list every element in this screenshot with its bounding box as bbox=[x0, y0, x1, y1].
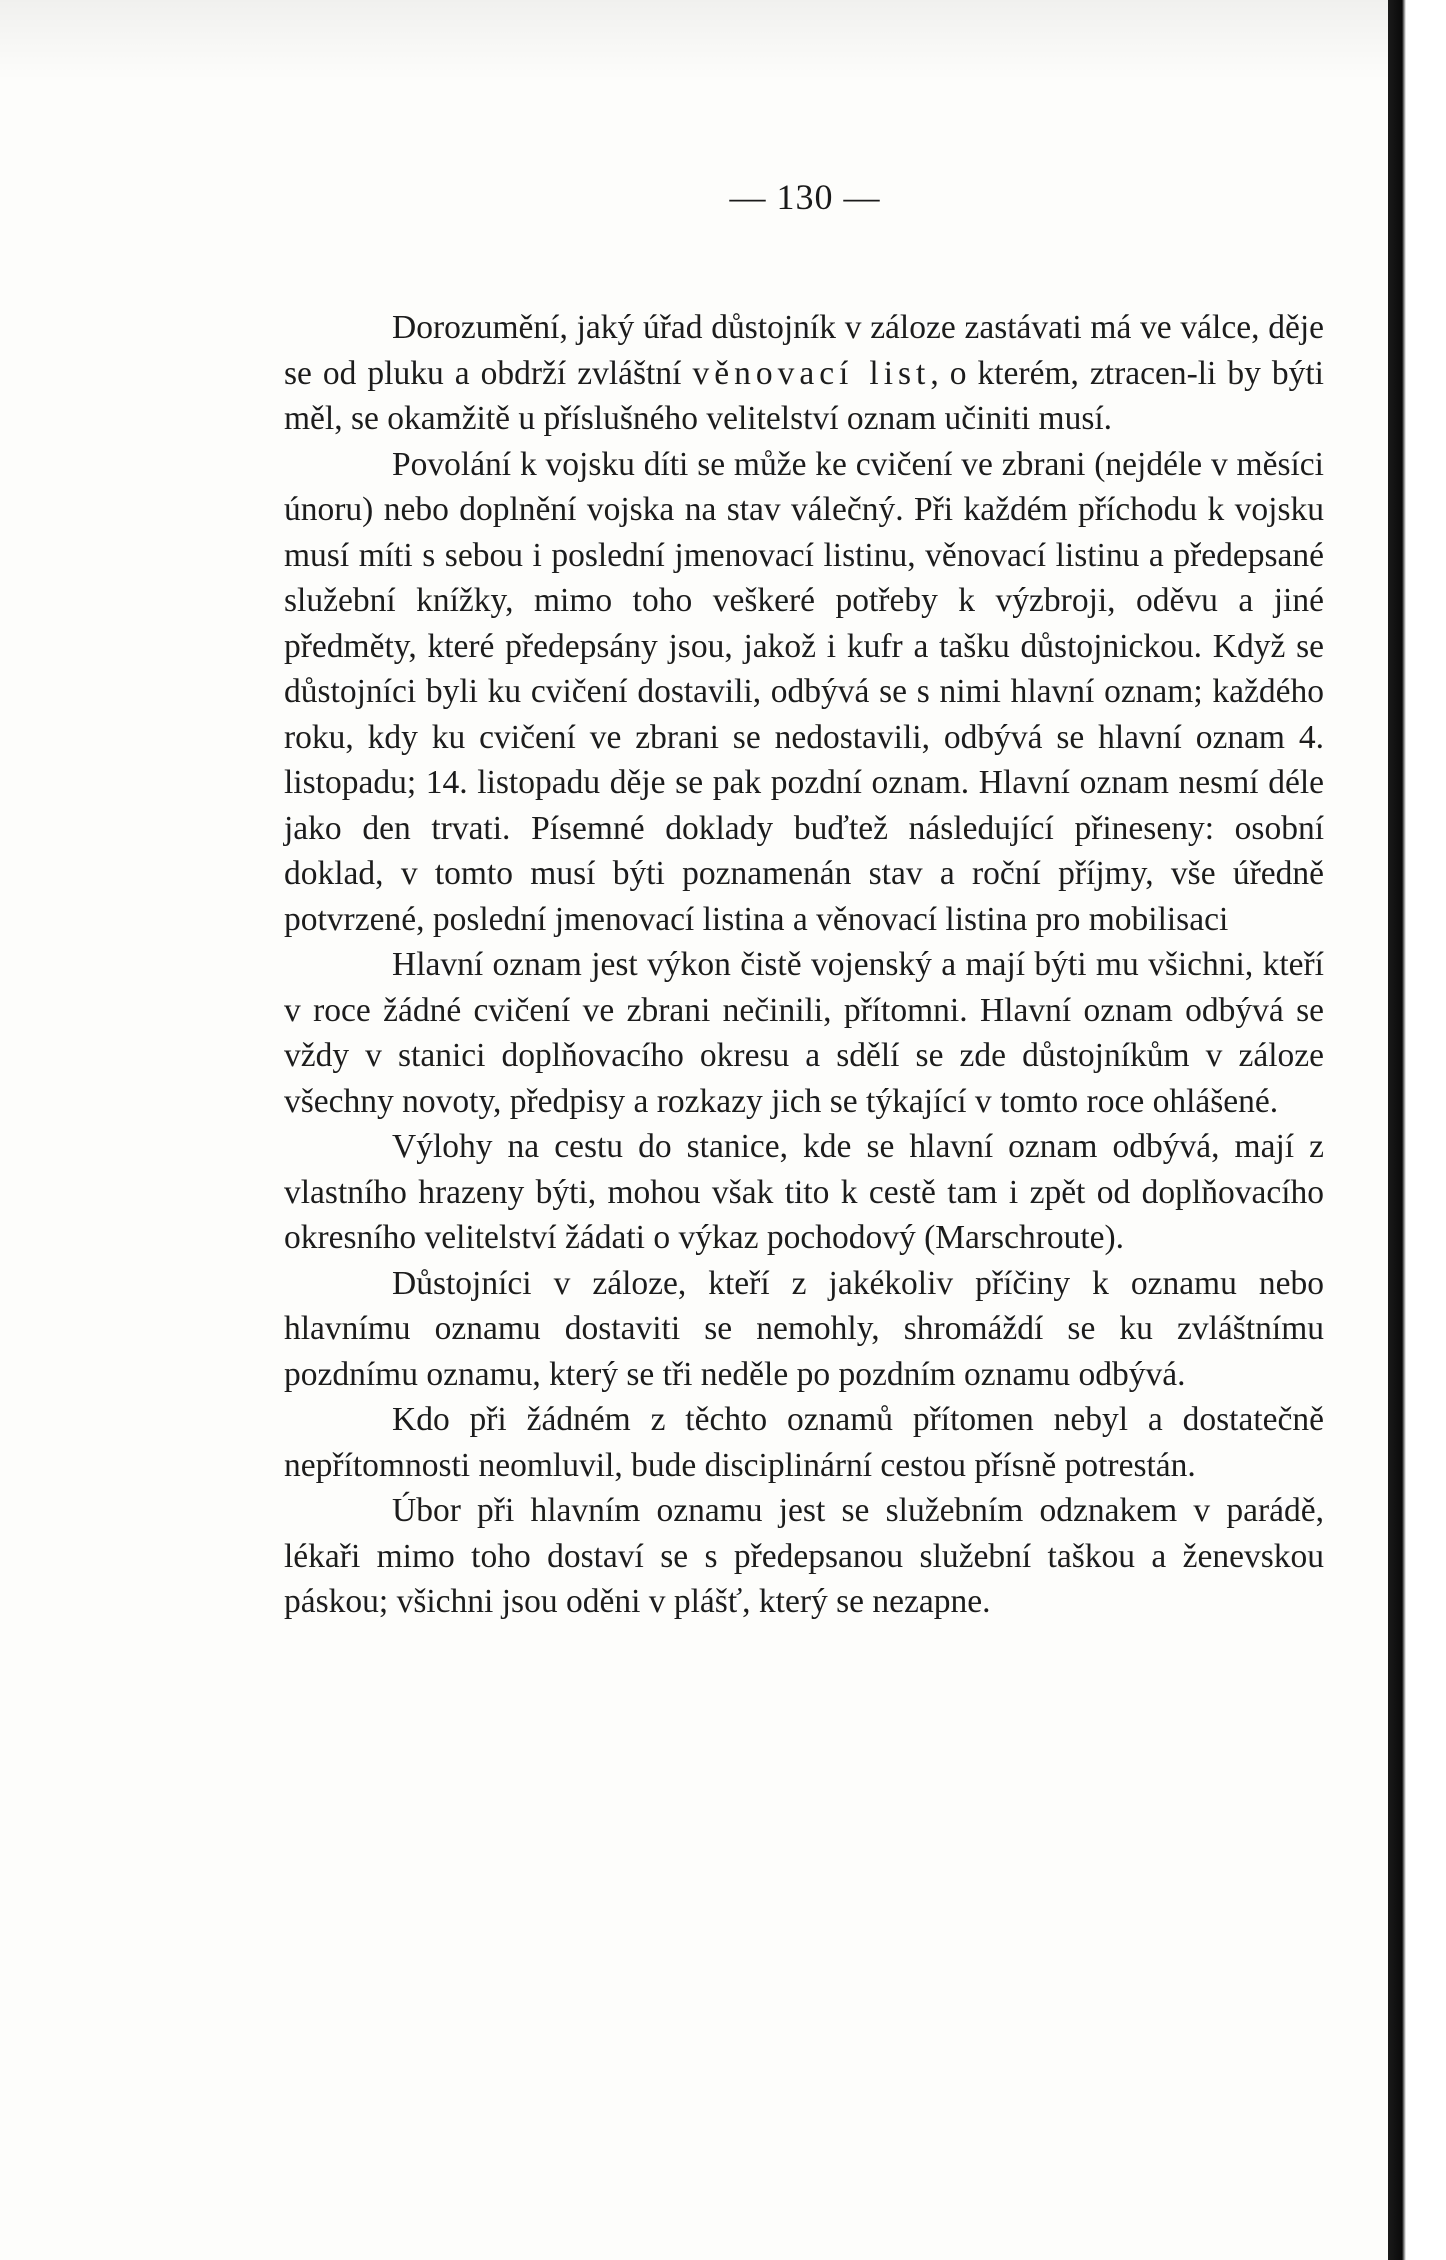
paragraph-3-text: Hlavní oznam jest výkon čistě vojenský a mají býti mu všichni, kteří v roce žádné cvičení ve zbrani nečinili, přítomni. Hlavní oznam odbývá se vždy v stanici doplňovacího okresu a sdělí se zde důstojníkům v záloze všechny novoty, předpisy a rozkazy jich se týkající v tomto roce ohlášené. bbox=[284, 946, 1324, 1120]
page-top-scuff bbox=[0, 0, 1390, 80]
paragraph-3 bbox=[284, 942, 1324, 1124]
paragraph-5 bbox=[284, 1261, 1324, 1398]
paragraph-1-emphasis: věnovací list bbox=[692, 354, 931, 392]
body-text bbox=[284, 305, 1324, 1625]
paragraph-2 bbox=[284, 442, 1324, 943]
paragraph-7-text: Úbor při hlavním oznamu jest se služebním odznakem v parádě, lékaři mimo toho dostaví se s předepsanou služební taškou a ženevskou páskou; všichni jsou oděni v plášť, který se nezapne. bbox=[284, 1492, 1324, 1620]
paragraph-2-text: Povolání k vojsku díti se může ke cvičení ve zbrani (nejdéle v měsíci únoru) nebo doplnění vojska na stav válečný. Při každém příchodu k vojsku musí míti s sebou i poslední jmenovací listinu, věnovací listinu a předepsané služební knížky, mimo toho veškeré potřeby k výzbroji, oděvu a jiné předměty, které předepsány jsou, jakož i kufr a tašku důstojnickou. Když se důstojníci byli ku cvičení dostavili, odbývá se s nimi hlavní oznam; každého roku, kdy ku cvičení ve zbrani se nedostavili, odbývá se hlavní oznam 4. listopadu; 14. listopadu děje se pak pozdní oznam. Hlavní oznam nesmí déle jako den trvati. Písemné doklady buďtež následující přineseny: osobní doklad, v tomto musí býti poznamenán stav a roční příjmy, vše úředně potvrzené, poslední jmenovací listina a věnovací listina pro mobilisaci bbox=[284, 445, 1324, 938]
paragraph-1-tail: , o kterém, ztracen-li by býti měl, se okamžitě u příslušného velitelství oznam učiniti musí. bbox=[284, 354, 1324, 437]
paragraph-4-text: Výlohy na cestu do stanice, kde se hlavní oznam odbývá, mají z vlastního hrazeny býti, mohou však tito k cestě tam i zpět od doplňovacího okresního velitelství žádati o výkaz pochodový (Marschroute). bbox=[284, 1128, 1324, 1256]
paragraph-1-text: Dorozumění, jaký úřad důstojník v záloze zastávati má ve válce, děje se od pluku a obdrží zvláštní bbox=[284, 309, 1324, 392]
scan-edge-shadow bbox=[1388, 0, 1446, 2260]
paragraph-6 bbox=[284, 1397, 1324, 1488]
page-number: — 130 — bbox=[729, 177, 881, 217]
paragraph-4 bbox=[284, 1124, 1324, 1261]
paragraph-5-text: Důstojníci v záloze, kteří z jakékoliv příčiny k oznamu nebo hlavnímu oznamu dostaviti se nemohly, shromáždí se ku zvláštnímu pozdnímu oznamu, který se tři neděle po pozdním oznamu odbývá. bbox=[284, 1264, 1324, 1393]
paragraph-1 bbox=[284, 305, 1324, 442]
paragraph-7 bbox=[284, 1488, 1324, 1625]
paragraph-6-text: Kdo při žádném z těchto oznamů přítomen nebyl a dostatečně nepřítomnosti neomluvil, bude disciplinární cestou přísně potrestán. bbox=[284, 1401, 1324, 1484]
